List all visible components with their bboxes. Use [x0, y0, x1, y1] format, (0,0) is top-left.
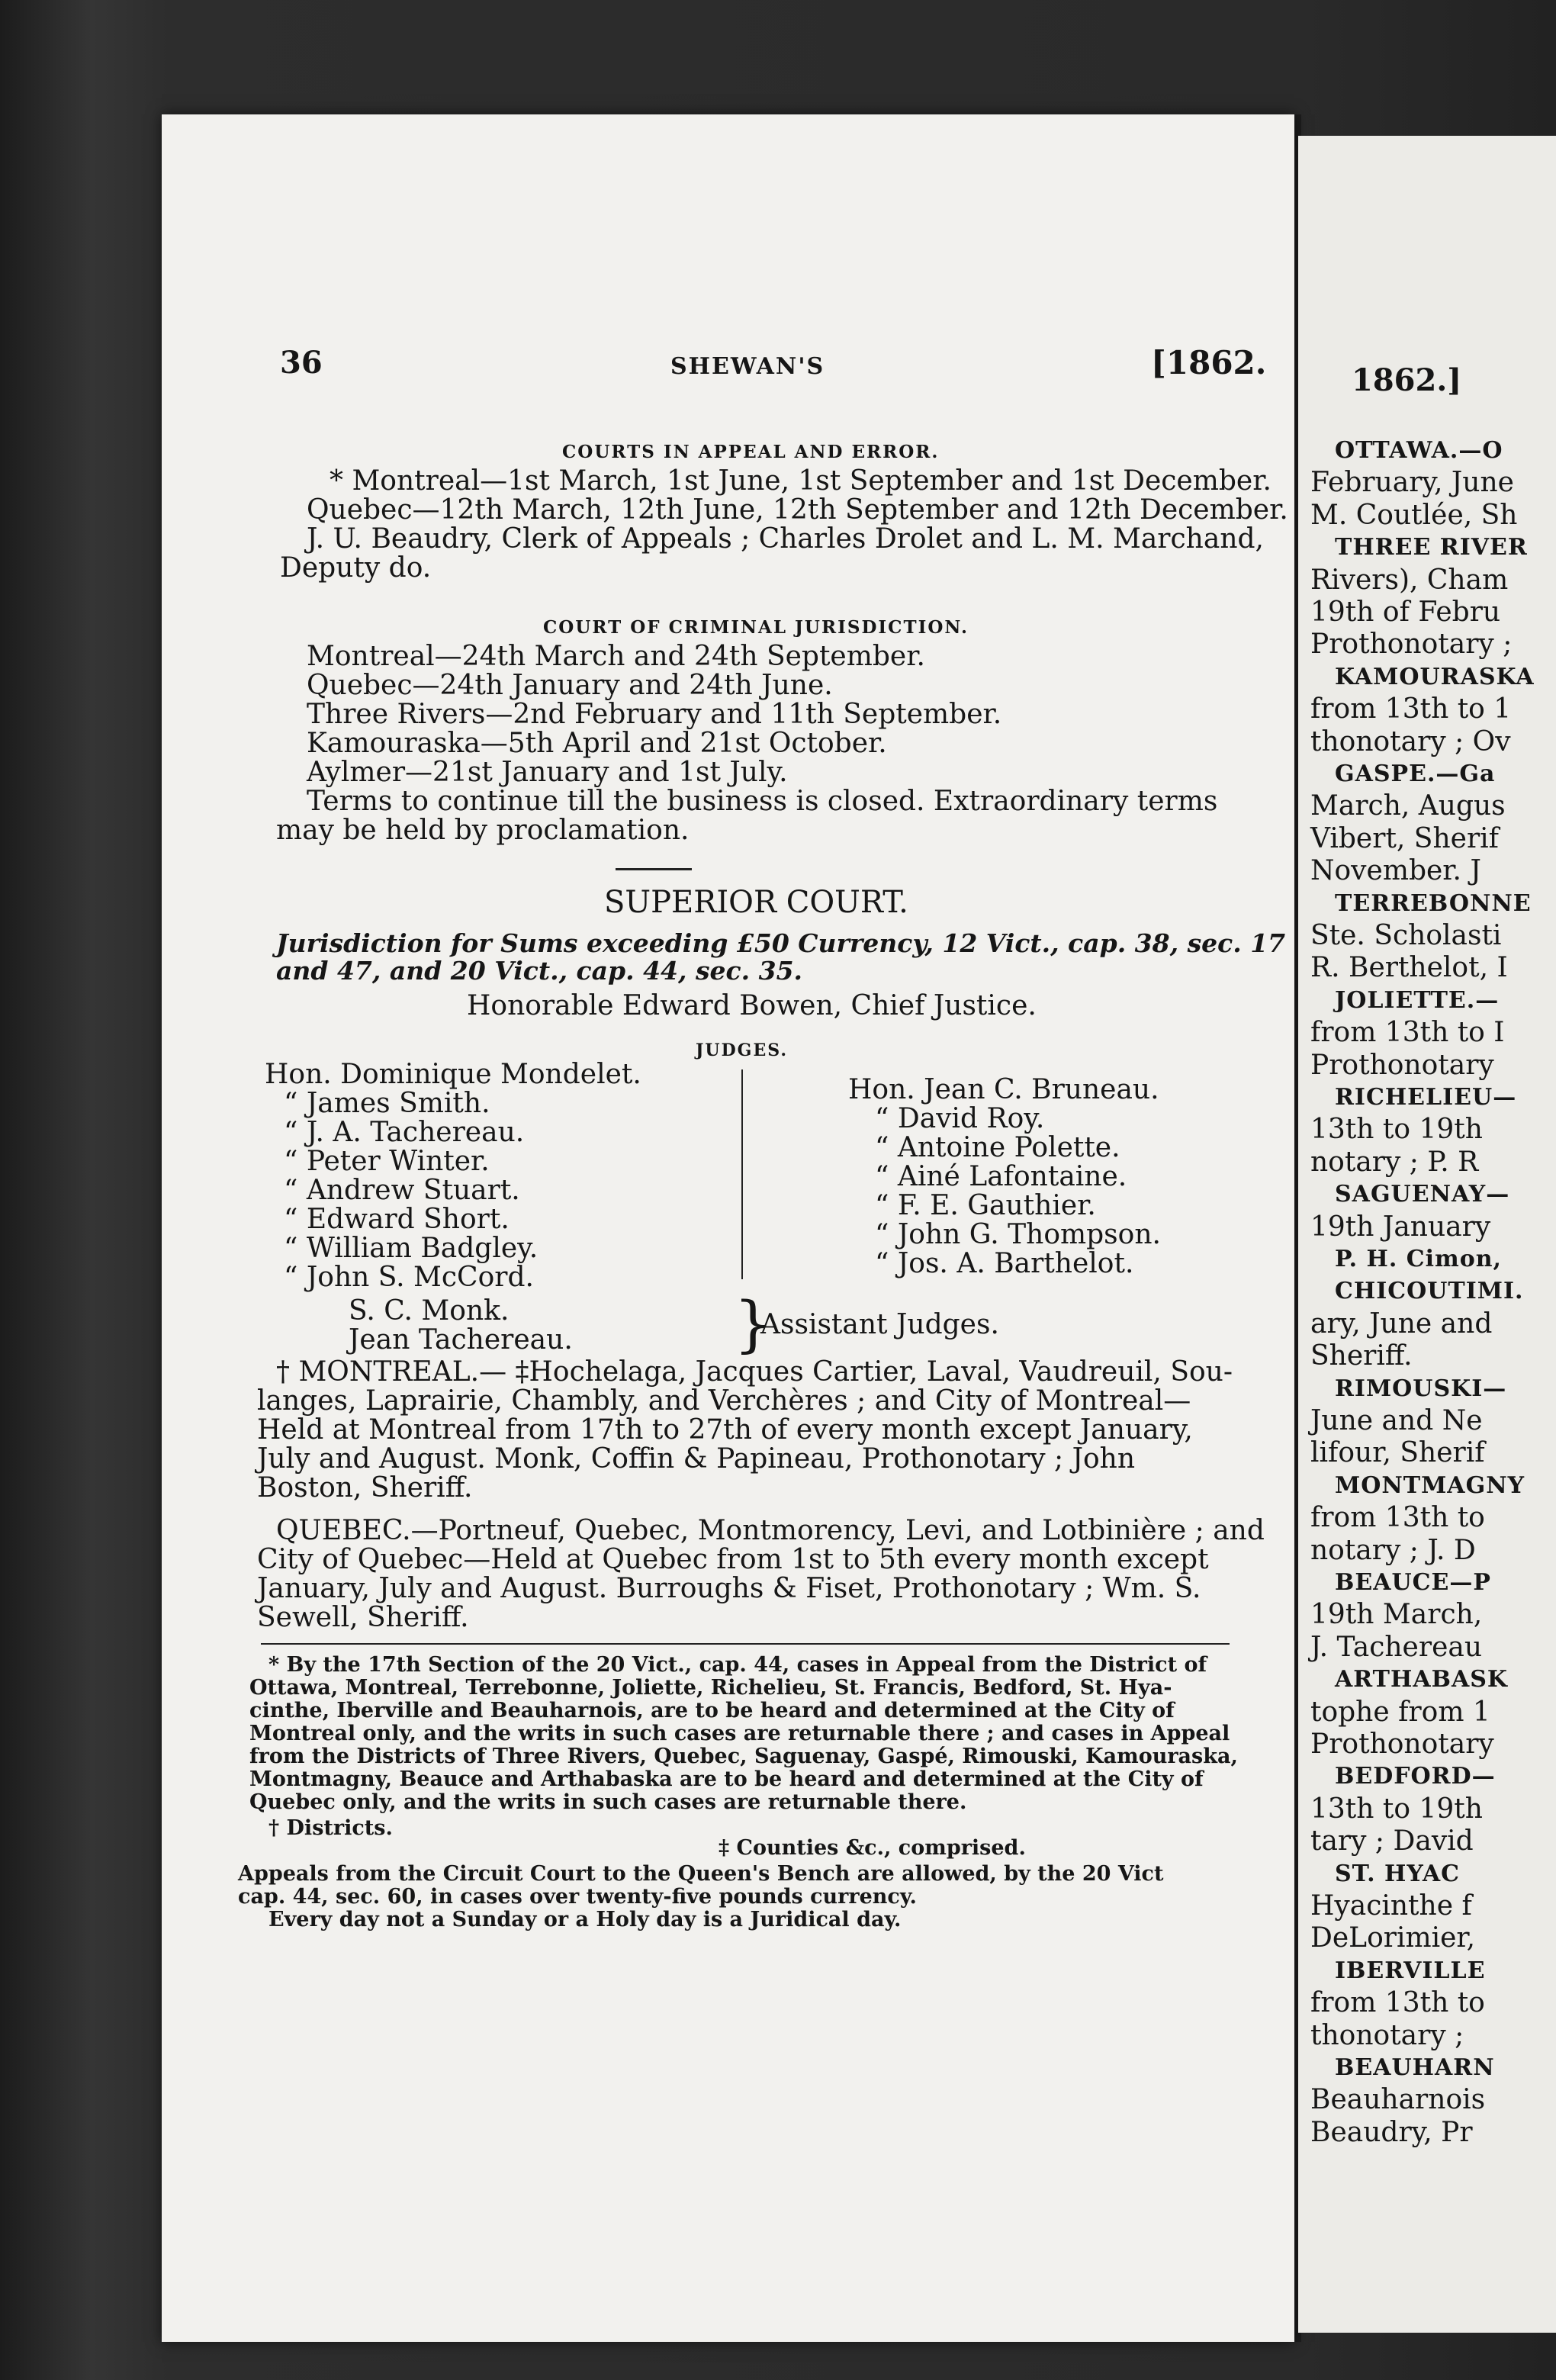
right-page-line: February, June	[1310, 467, 1514, 498]
right-page-line: BEAUHARN	[1335, 2054, 1495, 2081]
right-page-line: March, Augus	[1310, 790, 1506, 822]
quebec-line-3: January, July and August. Burroughs & Fiset, Prothonotary ; Wm. S.	[257, 1573, 1201, 1604]
right-page-line: notary ; J. D	[1310, 1535, 1476, 1566]
right-page-line: GASPE.—Ga	[1335, 761, 1496, 787]
right-page-line: tophe from 1	[1310, 1697, 1490, 1728]
right-page-line: Ste. Scholasti	[1310, 920, 1502, 951]
right-page-line: CHICOUTIMI.	[1335, 1278, 1524, 1304]
right-page-line: BEAUCE—P	[1335, 1569, 1491, 1596]
right-page-line: RIMOUSKI—	[1335, 1375, 1507, 1402]
appeal-heading: COURTS IN APPEAL AND ERROR.	[562, 442, 940, 462]
judge-left-8: “ John S. McCord.	[284, 1262, 534, 1293]
right-page-line: ARTHABASK	[1335, 1666, 1508, 1693]
right-page-line: P. H. Cimon,	[1335, 1246, 1502, 1272]
right-page-line: MONTMAGNY	[1335, 1472, 1525, 1499]
right-page-line: OTTAWA.—O	[1335, 437, 1503, 464]
footnote-star-6: Montmagny, Beauce and Arthabaska are to be heard and determined at the City of	[249, 1767, 1204, 1791]
right-page-line: IBERVILLE	[1335, 1957, 1486, 1984]
footnote-star-3: cinthe, Iberville and Beauharnois, are to be heard and determined at the City of	[249, 1699, 1175, 1722]
criminal-line-1: Montreal—24th March and 24th September.	[307, 641, 925, 672]
jurisdiction-line-1: Jurisdiction for Sums exceeding £50 Currency, 12 Vict., cap. 38, sec. 17	[276, 928, 1286, 958]
right-page-line: 19th of Febru	[1310, 597, 1501, 628]
footnote-star-2: Ottawa, Montreal, Terrebonne, Joliette, Richelieu, St. Francis, Bedford, St. Hya-	[249, 1676, 1172, 1700]
assistant-judge-2: Jean Tachereau.	[349, 1324, 573, 1356]
right-page-line: ST. HYAC	[1335, 1861, 1461, 1887]
judge-left-6: “ Edward Short.	[284, 1204, 510, 1235]
right-page-line: R. Berthelot, I	[1310, 952, 1508, 983]
judges-divider	[741, 1069, 743, 1279]
right-page	[1298, 136, 1556, 2333]
right-page-line: Beauharnois	[1310, 2084, 1486, 2115]
chief-justice: Honorable Edward Bowen, Chief Justice.	[467, 990, 1037, 1021]
right-page-line: from 13th to	[1310, 1502, 1485, 1533]
footnote-star-5: from the Districts of Three Rivers, Quebec, Saguenay, Gaspé, Rimouski, Kamouraska,	[249, 1745, 1238, 1768]
right-page-line: THREE RIVER	[1335, 534, 1528, 561]
right-page-line: TERREBONNE	[1335, 890, 1532, 917]
left-page	[162, 114, 1294, 2342]
right-page-line: tary ; David	[1310, 1825, 1474, 1857]
assistant-label: Assistant Judges.	[760, 1309, 999, 1340]
appeal-line-2: Quebec—12th March, 12th June, 12th September and 12th December.	[307, 494, 1288, 526]
montreal-line-5: Boston, Sheriff.	[257, 1472, 473, 1504]
right-page-line: Beaudry, Pr	[1310, 2117, 1473, 2148]
right-page-line: RICHELIEU—	[1335, 1084, 1517, 1111]
quebec-line-2: City of Quebec—Held at Quebec from 1st to 5th every month except	[257, 1544, 1209, 1575]
judge-right-1: Hon. Jean C. Bruneau.	[848, 1074, 1159, 1105]
criminal-line-6: Terms to continue till the business is closed. Extraordinary terms	[307, 786, 1218, 817]
footnote-appeals-1: Appeals from the Circuit Court to the Queen's Bench are allowed, by the 20 Vict	[238, 1862, 1164, 1886]
criminal-line-4: Kamouraska—5th April and 21st October.	[307, 728, 887, 759]
judge-right-3: “ Antoine Polette.	[875, 1132, 1120, 1163]
jurisdiction-line-2: and 47, and 20 Vict., cap. 44, sec. 35.	[276, 956, 803, 986]
right-page-line: notary ; P. R	[1310, 1147, 1479, 1178]
superior-heading: SUPERIOR COURT.	[604, 885, 908, 920]
footnote-star-4: Montreal only, and the writs in such cases are returnable there ; and cases in Appeal	[249, 1722, 1230, 1745]
quebec-line-1: QUEBEC.—Portneuf, Quebec, Montmorency, Levi, and Lotbinière ; and	[276, 1515, 1265, 1546]
quebec-line-4: Sewell, Sheriff.	[257, 1602, 469, 1633]
right-page-line: SAGUENAY—	[1335, 1181, 1510, 1208]
montreal-line-3: Held at Montreal from 17th to 27th of every month except January,	[257, 1414, 1193, 1446]
judge-right-2: “ David Roy.	[875, 1103, 1045, 1134]
judge-left-2: “ James Smith.	[284, 1088, 490, 1119]
year-right: 1862.]	[1352, 362, 1462, 398]
short-rule	[616, 868, 692, 870]
right-page-line: J. Tachereau	[1310, 1632, 1483, 1663]
montreal-line-4: July and August. Monk, Coffin & Papineau, Prothonotary ; John	[257, 1443, 1136, 1475]
judge-right-6: “ John G. Thompson.	[875, 1219, 1161, 1250]
right-page-line: M. Coutlée, Sh	[1310, 500, 1518, 531]
right-page-line: Vibert, Sherif	[1310, 823, 1499, 854]
judge-left-5: “ Andrew Stuart.	[284, 1175, 520, 1206]
right-page-line: KAMOURASKA	[1335, 664, 1535, 690]
right-page-line: November. J	[1310, 855, 1481, 886]
footnote-star-7: Quebec only, and the writs in such cases are returnable there.	[249, 1790, 967, 1814]
appeal-line-1: * Montreal—1st March, 1st June, 1st September and 1st December.	[330, 465, 1271, 497]
right-page-line: thonotary ; Ov	[1310, 726, 1511, 757]
right-page-line: Hyacinthe f	[1310, 1890, 1472, 1922]
assistant-brace: }	[734, 1288, 773, 1359]
right-page-line: June and Ne	[1310, 1405, 1483, 1436]
judge-left-1: Hon. Dominique Mondelet.	[265, 1059, 641, 1090]
appeal-line-4: Deputy do.	[280, 552, 432, 584]
criminal-heading: COURT OF CRIMINAL JURISDICTION.	[543, 617, 969, 638]
criminal-line-7: may be held by proclamation.	[276, 815, 690, 846]
footnote-rule	[261, 1643, 1230, 1645]
judge-left-3: “ J. A. Tachereau.	[284, 1117, 525, 1148]
right-page-line: 13th to 19th	[1310, 1114, 1483, 1145]
right-page-line: Rivers), Cham	[1310, 564, 1509, 596]
criminal-line-2: Quebec—24th January and 24th June.	[307, 670, 833, 701]
year-left: [1862.	[1151, 344, 1267, 381]
right-page-line: 13th to 19th	[1310, 1793, 1483, 1825]
judge-right-7: “ Jos. A. Barthelot.	[875, 1248, 1134, 1279]
judge-left-7: “ William Badgley.	[284, 1233, 538, 1264]
page-number: 36	[280, 345, 323, 381]
right-page-line: from 13th to I	[1310, 1017, 1505, 1048]
right-page-line: lifour, Sherif	[1310, 1437, 1485, 1468]
right-page-line: ary, June and	[1310, 1308, 1493, 1340]
right-page-line: BEDFORD—	[1335, 1763, 1496, 1790]
footnote-double-dagger: ‡ Counties &c., comprised.	[719, 1836, 1026, 1860]
montreal-line-1: † MONTREAL.— ‡Hochelaga, Jacques Cartier, Laval, Vaudreuil, Sou-	[276, 1356, 1233, 1388]
right-page-line: Prothonotary	[1310, 1050, 1494, 1081]
right-page-line: from 13th to	[1310, 1987, 1485, 2018]
right-page-line: thonotary ;	[1310, 2020, 1464, 2051]
judge-right-4: “ Ainé Lafontaine.	[875, 1161, 1127, 1192]
right-page-line: 19th January	[1310, 1211, 1491, 1243]
montreal-line-2: langes, Laprairie, Chambly, and Verchères ; and City of Montreal—	[257, 1385, 1191, 1417]
right-page-line: DeLorimier,	[1310, 1922, 1476, 1954]
judges-heading: JUDGES.	[696, 1040, 788, 1060]
right-page-line: 19th March,	[1310, 1599, 1483, 1630]
running-title: SHEWAN'S	[670, 353, 825, 380]
right-page-line: JOLIETTE.—	[1335, 987, 1500, 1014]
footnote-dagger: † Districts.	[268, 1816, 393, 1840]
judge-right-5: “ F. E. Gauthier.	[875, 1190, 1096, 1221]
right-page-line: Prothonotary	[1310, 1729, 1494, 1760]
judge-left-4: “ Peter Winter.	[284, 1146, 490, 1177]
criminal-line-3: Three Rivers—2nd February and 11th September.	[307, 699, 1002, 730]
assistant-judge-1: S. C. Monk.	[349, 1295, 510, 1327]
right-page-line: Sheriff.	[1310, 1340, 1413, 1372]
criminal-line-5: Aylmer—21st January and 1st July.	[307, 757, 788, 788]
right-page-line: Prothonotary ;	[1310, 629, 1513, 660]
footnote-appeals-3: Every day not a Sunday or a Holy day is a Juridical day.	[268, 1908, 902, 1931]
appeal-line-3: J. U. Beaudry, Clerk of Appeals ; Charles Drolet and L. M. Marchand,	[307, 523, 1264, 555]
footnote-star-1: * By the 17th Section of the 20 Vict., cap. 44, cases in Appeal from the District of	[268, 1653, 1207, 1677]
footnote-appeals-2: cap. 44, sec. 60, in cases over twenty-five pounds currency.	[238, 1885, 917, 1909]
right-page-line: from 13th to 1	[1310, 693, 1512, 725]
